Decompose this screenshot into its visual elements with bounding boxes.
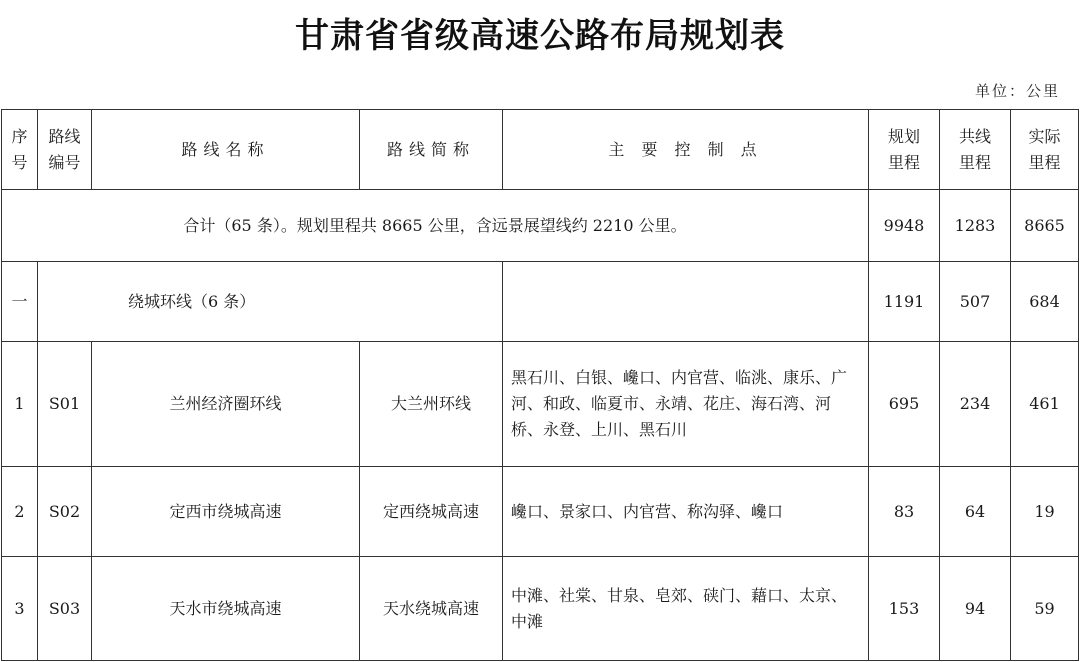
row-name: 兰州经济圈环线 [92, 342, 360, 467]
header-row [2, 110, 1079, 190]
group-name: 绕城环线（6 条） [38, 262, 503, 342]
row-code: S01 [38, 342, 92, 467]
group-plan: 1191 [869, 262, 940, 342]
row-code: S02 [38, 467, 92, 557]
header-route-code: 路线 编号 [38, 110, 92, 190]
total-shared: 1283 [940, 190, 1011, 262]
row-control-points: 中滩、社棠、甘泉、皂郊、硖门、藉口、太京、中滩 [503, 557, 869, 661]
row-seq: 2 [2, 467, 38, 557]
total-label: 合计（65 条）。规划里程共 8665 公里，含远景展望线约 2210 公里。 [2, 190, 869, 262]
row-name: 定西市绕城高速 [92, 467, 360, 557]
group-row [2, 262, 1079, 342]
row-short: 天水绕城高速 [360, 557, 503, 661]
group-control [503, 262, 869, 342]
unit-label: 单位：公里 [974, 82, 1060, 100]
total-actual: 8665 [1011, 190, 1079, 262]
row-actual: 461 [1011, 342, 1079, 467]
highway-plan-table [1, 109, 1079, 661]
header-route-short: 路线简称 [360, 110, 503, 190]
row-name: 天水市绕城高速 [92, 557, 360, 661]
table-row [2, 557, 1079, 661]
row-plan: 83 [869, 467, 940, 557]
row-actual: 59 [1011, 557, 1079, 661]
header-plan-mileage: 规划 里程 [869, 110, 940, 190]
header-route-name: 路线名称 [92, 110, 360, 190]
header-shared-mileage: 共线 里程 [940, 110, 1011, 190]
group-shared: 507 [940, 262, 1011, 342]
table-row [2, 342, 1079, 467]
row-shared: 64 [940, 467, 1011, 557]
row-actual: 19 [1011, 467, 1079, 557]
row-plan: 153 [869, 557, 940, 661]
total-row [2, 190, 1079, 262]
group-actual: 684 [1011, 262, 1079, 342]
header-seq: 序 号 [2, 110, 38, 190]
row-shared: 234 [940, 342, 1011, 467]
header-actual-mileage: 实际 里程 [1011, 110, 1079, 190]
row-seq: 1 [2, 342, 38, 467]
group-seq: 一 [2, 262, 38, 342]
table-row [2, 467, 1079, 557]
page-title: 甘肃省省级高速公路布局规划表 [295, 16, 785, 56]
row-control-points: 黑石川、白银、巉口、内官营、临洮、康乐、广河、和政、临夏市、永靖、花庄、海石湾、河桥、永登、上川、黑石川 [503, 342, 869, 467]
row-short: 大兰州环线 [360, 342, 503, 467]
row-code: S03 [38, 557, 92, 661]
row-short: 定西绕城高速 [360, 467, 503, 557]
row-control-points: 巉口、景家口、内官营、称沟驿、巉口 [503, 467, 869, 557]
total-plan: 9948 [869, 190, 940, 262]
row-seq: 3 [2, 557, 38, 661]
header-control-points: 主 要 控 制 点 [503, 110, 869, 190]
row-shared: 94 [940, 557, 1011, 661]
row-plan: 695 [869, 342, 940, 467]
